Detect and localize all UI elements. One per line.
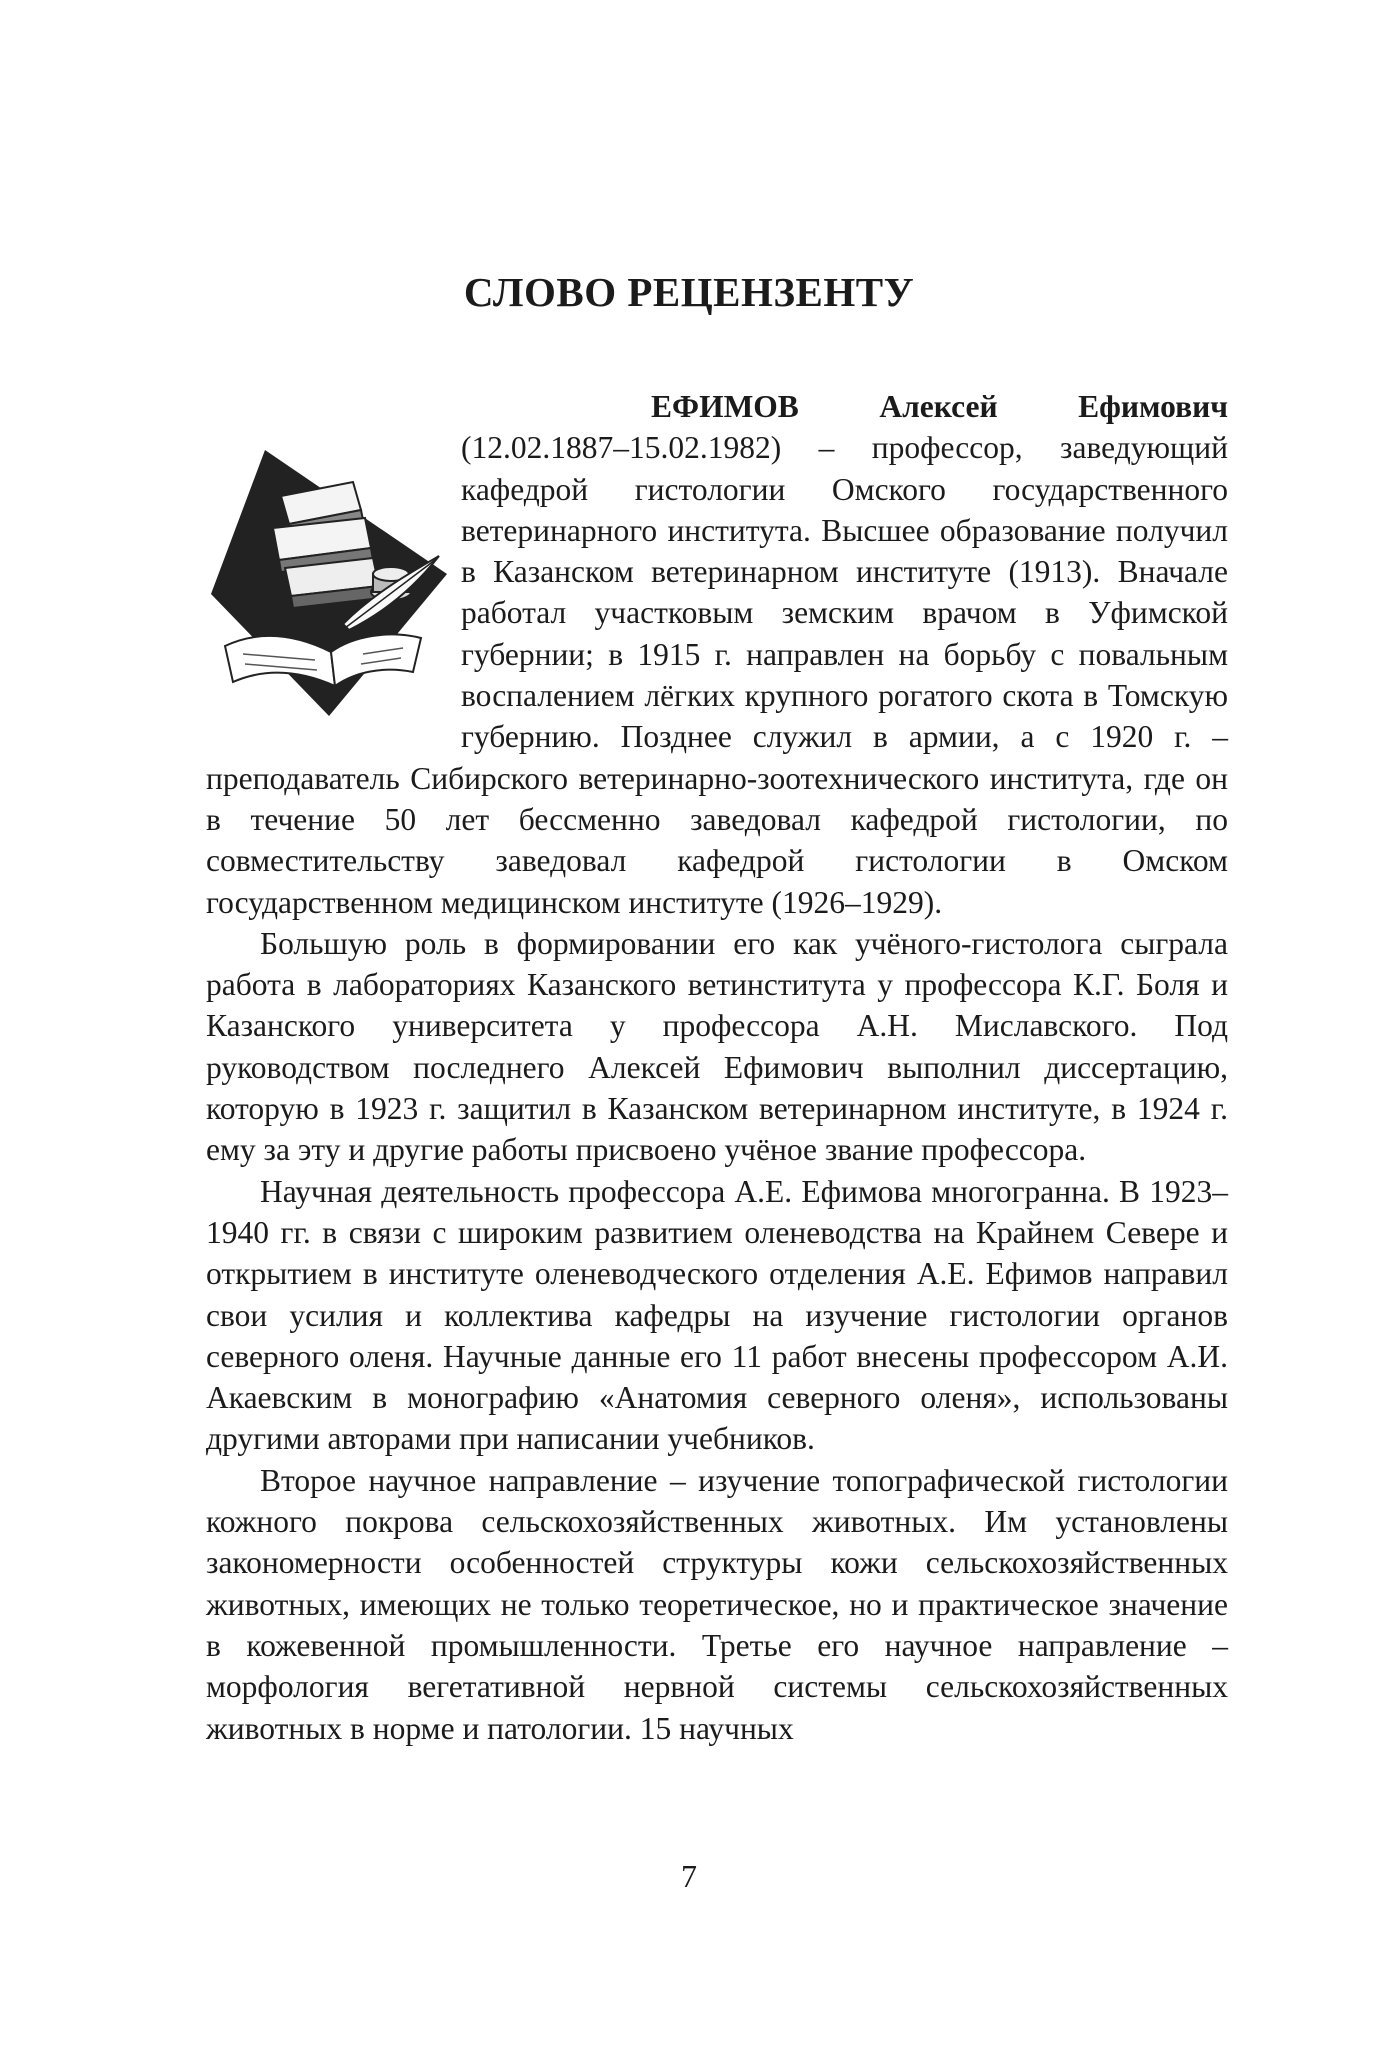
- paragraph-3: Научная деятельность профессора А.Е. Ефимова многогранна. В 1923–1940 гг. в связи с широким развитием оленеводства на Крайнем Севере и открытием в институте оленеводческого отделения А.Е. Ефимов направил свои усилия и коллектива кафедры на изучение гистологии органов северного оленя. Научные данные его 11 работ внесены профессором А.И. Акаевским в монографию «Анатомия северного оленя», использованы другими авторами при написании учебников.: [206, 1173, 1228, 1457]
- book-stack-icon: [273, 482, 381, 608]
- books-and-quill-icon: [203, 424, 453, 748]
- paragraph-1-text: (12.02.1887–15.02.1982) – профессор, заведующий кафедрой гистологии Омского государственного ветеринарного института. Высшее образование получил в Казанском ветеринарном институте (1913). Вначале работал участковым земским врачом в Уфимской губернии; в 1915 г. направлен на борьбу с повальным воспалением лёгких крупного рогатого скота в Томскую губернию. Позднее служил в армии, а с 1920 г. – преподаватель Сибирского ветеринарно-зоотехнического института, где он в течение 50 лет бессменно заведовал кафедрой гистологии, по совместительству заведовал кафедрой гистологии в Омском государственном медицинском институте (1926–1929).: [206, 430, 1228, 920]
- paragraph-2: Большую роль в формировании его как учёного-гистолога сыграла работа в лабораториях Казанского ветинститута у профессора К.Г. Боля и Казанского университета у профессора А.Н. Миславского. Под руководством последнего Алексей Ефимович выполнил диссертацию, которую в 1923 г. защитил в Казанском ветеринарном институте, в 1924 г. ему за эту и другие работы присвоено учёное звание профессора.: [206, 925, 1228, 1168]
- page-title: СЛОВО РЕЦЕНЗЕНТУ: [463, 269, 915, 315]
- paragraph-4: Второе научное направление – изучение топографической гистологии кожного покрова сельскохозяйственных животных. Им установлены закономерности особенностей структуры кожи сельскохозяйственных животных, имеющих не только теоретическое, но и практическое значение в кожевенной промышленности. Третье его научное направление – морфология вегетативной нервной системы сельскохозяйственных животных в норме и патологии. 15 научных: [206, 1462, 1228, 1746]
- page-number: 7: [681, 1858, 697, 1894]
- article-body: [206, 386, 1228, 1749]
- person-name: ЕФИМОВ Алексей Ефимович: [651, 389, 1228, 424]
